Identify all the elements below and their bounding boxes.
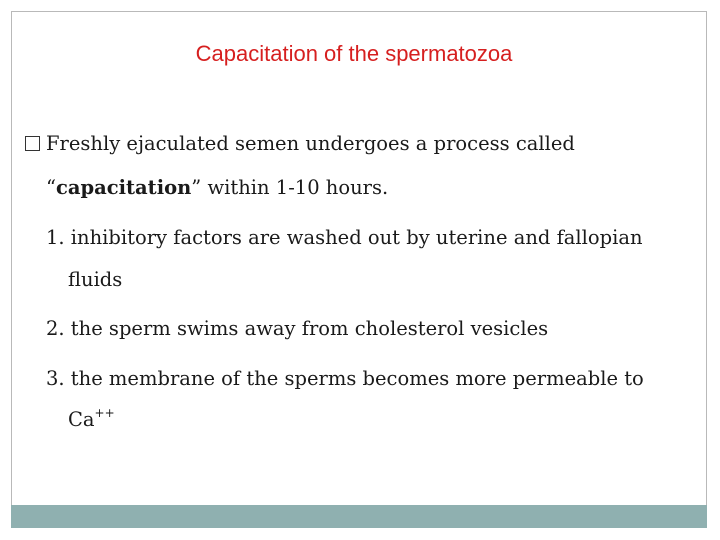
capacitation-keyword: capacitation (55, 176, 192, 199)
list-item-2: 2. the sperm swims away from cholesterol vesicles (46, 317, 549, 340)
list-item-3-line-2 (68, 407, 115, 433)
bullet-line-2 (46, 175, 388, 201)
charge-superscript: ++ (94, 406, 115, 420)
checkbox-bullet-icon (25, 136, 40, 151)
bullet-line-2-rest: within 1-10 hours. (201, 176, 389, 199)
bullet-line-1: Freshly ejaculated semen undergoes a process called (46, 132, 575, 155)
list-item-3-line-1: 3. the membrane of the sperms becomes more permeable to (46, 367, 644, 390)
open-quote: “ (46, 176, 56, 199)
close-quote: ” (191, 176, 202, 199)
slide-title: Capacitation of the spermatozoa (195, 41, 513, 66)
list-item-1-line-1: 1. inhibitory factors are washed out by uterine and fallopian (46, 226, 643, 249)
footer-bar (11, 505, 707, 528)
list-item-1-line-2: fluids (68, 268, 123, 291)
calcium-symbol: Ca (68, 408, 95, 431)
